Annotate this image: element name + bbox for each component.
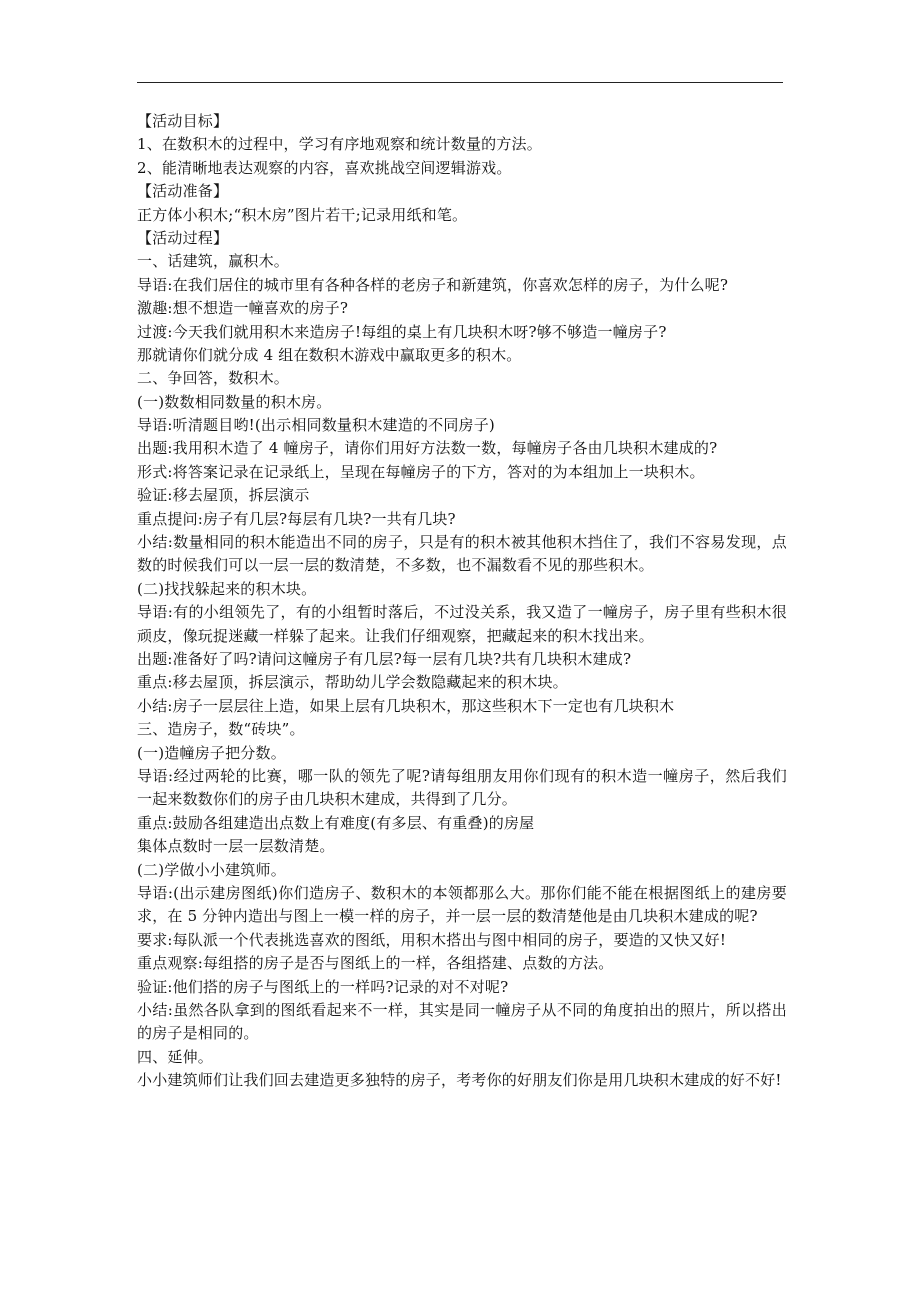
step-heading-4: 四、延伸。 [137, 1047, 214, 1066]
goal-item-1: 1、在数积木的过程中，学习有序地观察和统计数量的方法。 [137, 135, 542, 154]
paragraph: 那就请你们就分成 4 组在数积木游戏中赢取更多的积木。 [137, 345, 522, 364]
sub-heading: (二)找找躲起来的积木块。 [137, 579, 317, 598]
paragraph: 重点观察:每组搭的房子是否与图纸上的一样，各组搭建、点数的方法。 [137, 954, 614, 973]
paragraph: 重点:鼓励各组建造出点数上有难度(有多层、有重叠)的房屋 [137, 813, 535, 832]
step-heading-3: 三、造房子，数“砖块”。 [137, 720, 305, 739]
section-heading-preparation: 【活动准备】 [137, 182, 229, 201]
paragraph: 导语:有的小组领先了，有的小组暂时落后，不过没关系，我又造了一幢房子，房子里有些积木很顽皮，像玩捉迷藏一样躲了起来。让我们仔细观察，把藏起来的积木找出来。 [137, 603, 787, 645]
paragraph: 验证:他们搭的房子与图纸上的一样吗?记录的对不对呢? [137, 977, 509, 996]
sub-heading: (一)造幢房子把分数。 [137, 743, 286, 762]
paragraph: 出题:我用积木造了 4 幢房子，请你们用好方法数一数，每幢房子各由几块积木建成的? [137, 439, 718, 458]
step-heading-1: 一、话建筑，赢积木。 [137, 252, 290, 271]
document-body [137, 110, 787, 1093]
paragraph: 集体点数时一层一层数清楚。 [137, 837, 335, 856]
paragraph: 验证:移去屋顶，拆层演示 [137, 486, 310, 505]
step-heading-2: 二、争回答，数积木。 [137, 369, 290, 388]
paragraph: 小结:房子一层层往上造，如果上层有几块积木，那这些积木下一定也有几块积木 [137, 696, 675, 715]
sub-heading: (二)学做小小建筑师。 [137, 860, 286, 879]
paragraph: 过渡:今天我们就用积木来造房子!每组的桌上有几块积木呀?够不够造一幢房子? [137, 322, 667, 341]
section-heading-goals: 【活动目标】 [137, 112, 229, 130]
paragraph: 导语:(出示建房图纸)你们造房子、数积木的本领都那么大。那你们能不能在根据图纸上的建房要求，在 5 分钟内造出与图上一模一样的房子，并一层一层的数清楚他是由几块积木建成的呢? [137, 883, 787, 926]
paragraph: 小小建筑师们让我们回去建造更多独特的房子，考考你的好朋友们你是用几块积木建成的好不好! [137, 1071, 782, 1090]
paragraph: 形式:将答案记录在记录纸上，呈现在每幢房子的下方，答对的为本组加上一块积木。 [137, 462, 705, 481]
paragraph: 重点提问:房子有几层?每层有几块?一共有几块? [137, 509, 456, 528]
paragraph: 出题:准备好了吗?请问这幢房子有几层?每一层有几块?共有几块积木建成? [137, 650, 632, 669]
header-rule [137, 82, 783, 83]
section-heading-process: 【活动过程】 [137, 228, 229, 247]
paragraph: 导语:听清题目哟!(出示相同数量积木建造的不同房子) [137, 416, 495, 435]
paragraph: 重点:移去屋顶，拆层演示，帮助幼儿学会数隐藏起来的积木块。 [137, 673, 568, 692]
paragraph: 小结:虽然各队拿到的图纸看起来不一样，其实是同一幢房子从不同的角度拍出的照片，所以搭出的房子是相同的。 [137, 1000, 787, 1043]
paragraph: 激趣:想不想造一幢喜欢的房子? [137, 299, 349, 318]
paragraph: 要求:每队派一个代表挑选喜欢的图纸，用积木搭出与图中相同的房子，要造的又快又好! [137, 930, 727, 949]
preparation-text: 正方体小积木;“积木房”图片若干;记录用纸和笔。 [137, 205, 468, 224]
paragraph: 小结:数量相同的积木能造出不同的房子，只是有的积木被其他积木挡住了，我们不容易发现，点数的时候我们可以一层一层的数清楚，不多数，也不漏数看不见的那些积木。 [137, 533, 787, 575]
paragraph: 导语:在我们居住的城市里有各种各样的老房子和新建筑，你喜欢怎样的房子，为什么呢? [137, 275, 729, 294]
sub-heading: (一)数数相同数量的积木房。 [137, 392, 332, 411]
paragraph: 导语:经过两轮的比赛，哪一队的领先了呢?请每组朋友用你们现有的积木造一幢房子，然后我们一起来数数你们的房子由几块积木建成，共得到了几分。 [137, 767, 787, 809]
goal-item-2: 2、能清晰地表达观察的内容，喜欢挑战空间逻辑游戏。 [137, 158, 512, 177]
